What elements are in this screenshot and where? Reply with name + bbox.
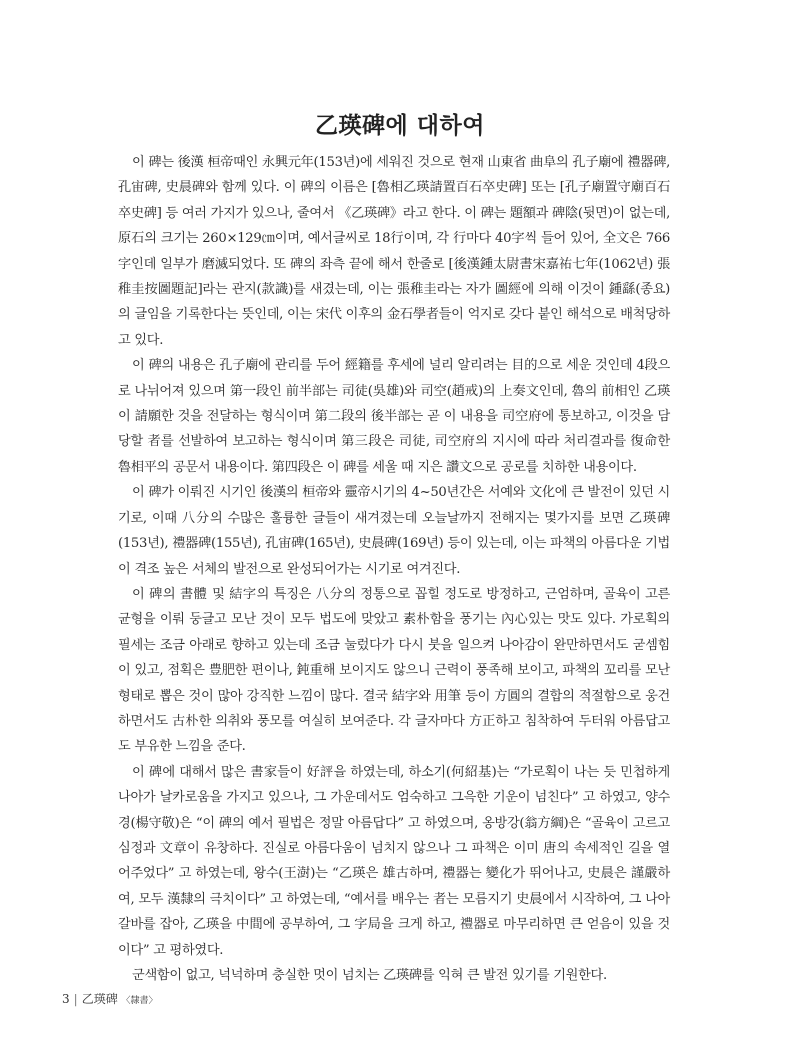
paragraph-5: 이 碑에 대해서 많은 書家들이 好評을 하였는데, 하소기(何紹基)는 “가로획이 나는 듯 민첩하게 나아가 날카로움을 가지고 있으나, 그 가운데서도 엄숙하고 그윽한 기운이 넘친다” 고 하였고, 양수경(楊守敬)은 “이 碑의 예서 필법은 정말 아름답다” 고 하였으며, 옹방강(翁方綱)은 “골육이 고르고 심정과 文章이 유창하다. 진실로 아름다움이 넘치지 않으나 그 파책은 이미 唐의 속세적인 길을 열어주었다” 고 하였는데, 왕수(王澍)는 “乙瑛은 雄古하며, 禮器는 變化가 뛰어나고, 史晨은 謹嚴하여, 모두 漢隸의 극치이다” 고 하였는데, “예서를 배우는 者는 모름지기 史晨에서 시작하여, 그 나아갈바를 잡아, 乙瑛을 中間에 공부하여, 그 字局을 크게 하고, 禮器로 마무리하면 큰 얻음이 있을 것이다” 고 평하였다. <box>118 764 670 958</box>
paragraph-3: 이 碑가 이뤄진 시기인 後漢의 桓帝와 靈帝시기의 4~50년간은 서예와 文化에 큰 발전이 있던 시기로, 이때 八分의 수많은 훌륭한 글들이 새겨졌는데 오늘날까지 전해지는 몇가지를 보면 乙瑛碑(153년), 禮器碑(155년), 孔宙碑(165년), 史晨碑(169년) 등이 있는데, 이는 파책의 아름다운 기법이 격조 높은 서체의 발전으로 완성되어가는 시기로 여겨진다. <box>118 485 670 577</box>
book-subtitle: 〈隸書〉 <box>121 996 158 1006</box>
paragraph-1: 이 碑는 後漢 桓帝때인 永興元年(153년)에 세워진 것으로 현재 山東省 曲阜의 孔子廟에 禮器碑, 孔宙碑, 史晨碑와 함께 있다. 이 碑의 이름은 [魯相乙瑛請置百石卒史碑] 또는 [孔子廟置守廟百石卒史碑] 등 여러 가지가 있으나, 줄여서 《乙瑛碑》라고 한다. 이 碑는 題額과 碑陰(뒷면)이 없는데, 原石의 크기는 260×129㎝이며, 예서글씨로 18行이며, 각 行마다 40字씩 들어 있어, 全文은 766字인데 일부가 磨滅되었다. 또 碑의 좌측 끝에 해서 한줄로 [後漢鍾太尉書宋嘉祐七年(1062년) 張稚圭按圖題記]라는 관지(款識)를 새겼는데, 이는 張稚圭라는 자가 圖經에 의해 이것이 鍾繇(종요)의 글임을 기록한다는 뜻인데, 이는 宋代 이후의 金石學者들이 억지로 갖다 붙인 해석으로 배척당하고 있다. <box>118 155 670 348</box>
footer-separator: | <box>73 992 78 1006</box>
page-title: 乙瑛碑에 대하여 <box>315 113 485 140</box>
page-number: 3 <box>62 992 70 1006</box>
article-body <box>118 150 670 988</box>
paragraph-2: 이 碑의 내용은 孔子廟에 관리를 두어 經籍를 후세에 널리 알리려는 目的으로 세운 것인데 4段으로 나뉘어져 있으며 第一段인 前半部는 司徒(吳雄)와 司空(趙戒)의 上奏文인데, 魯의 前相인 乙瑛이 請願한 것을 전달하는 형식이며 第二段의 後半部는 곧 이 내용을 司空府에 통보하고, 이것을 담당할 者를 선발하여 보고하는 형식이며 第三段은 司徒, 司空府의 지시에 따라 처리결과를 復命한 魯相平의 공문서 내용이다. 第四段은 이 碑를 세울 때 지은 讚文으로 공로를 치하한 내용이다. <box>118 358 670 475</box>
paragraph-6: 군색함이 없고, 넉넉하며 충실한 멋이 넘치는 乙瑛碑를 익혀 큰 발전 있기를 기원한다. <box>132 968 607 983</box>
page-footer <box>62 990 158 1007</box>
book-title: 乙瑛碑 <box>81 992 118 1006</box>
paragraph-4: 이 碑의 書體 및 結字의 특징은 八分의 정통으로 꼽힐 정도로 방정하고, 근엄하며, 골육이 고른 균형을 이뤄 둥글고 모난 것이 모두 법도에 맞았고 素朴함을 풍기는 內心있는 맛도 있다. 가로획의 필세는 조금 아래로 향하고 있는데 조금 눌렀다가 다시 붓을 일으켜 나아감이 완만하면서도 굳셈힘이 있고, 점획은 豊肥한 편이나, 鈍重해 보이지도 않으니 근력이 풍족해 보이고, 파책의 꼬리를 모난 형태로 뽑은 것이 많아 강직한 느낌이 많다. 결국 結字와 用筆 등이 方圓의 결합의 적절함으로 웅건하면서도 古朴한 의취와 풍모를 여실히 보여준다. 각 글자마다 方正하고 침착하여 두터워 아름답고도 부유한 느낌을 준다. <box>118 586 670 755</box>
